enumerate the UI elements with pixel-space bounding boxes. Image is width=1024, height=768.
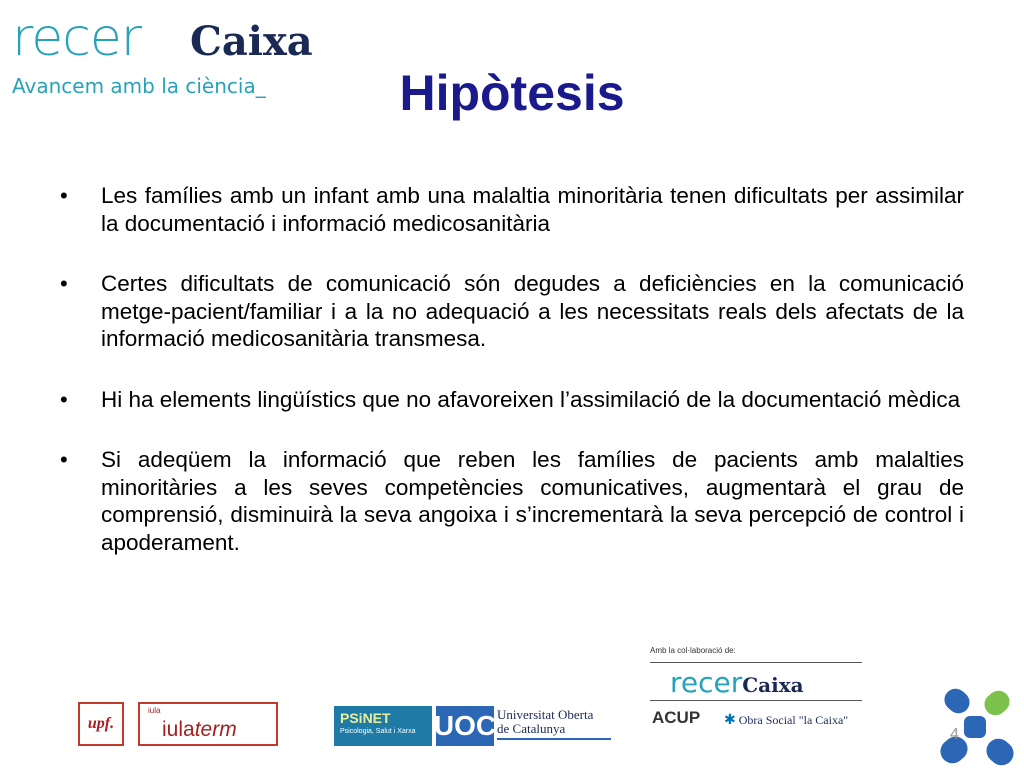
bullet-item	[60, 386, 964, 414]
bullet-dot: •	[60, 183, 68, 208]
network-logo-shape	[936, 686, 1019, 768]
logo-recer-text: recer	[12, 8, 142, 68]
iula-small-text: iula	[148, 706, 161, 715]
divider	[497, 738, 611, 740]
iulaterm-text	[162, 718, 237, 742]
psinet-name: PSiNET	[340, 710, 391, 726]
uoc-logo-text	[497, 708, 593, 736]
acup-logo: ACUP	[652, 708, 701, 727]
divider	[650, 700, 862, 701]
divider	[650, 662, 862, 663]
logo-caixa-text: Caixa	[190, 18, 313, 65]
iula-part: iula	[162, 718, 195, 741]
bullet-dot: •	[60, 271, 68, 296]
collab-recercaixa-logo	[670, 666, 804, 699]
collab-recer-text: recer	[670, 666, 743, 699]
bullet-item	[60, 446, 964, 556]
logo-tagline: Avancem amb la ciència_	[12, 74, 266, 98]
bullet-dot: •	[60, 386, 68, 412]
bullet-text: Si adeqüem la informació que reben les famílies de pacients amb malalties minoritàries a les seves competències comunicatives, augmentarà el grau de comprensió, disminuirà la seva angoixa i s’incrementarà la seva percepció de control i apoderament.	[101, 447, 964, 555]
uoc-logo-mark: UOC	[436, 706, 494, 746]
collab-label: Amb la col·laboració de:	[650, 646, 736, 655]
psinet-logo	[334, 706, 432, 746]
obra-social-text: Obra Social "la Caixa"	[738, 713, 849, 727]
bullet-item	[60, 182, 964, 237]
slide-title: Hipòtesis	[399, 65, 625, 121]
page-number: 4	[950, 726, 959, 743]
bullet-item	[60, 270, 964, 353]
network-logo-icon	[930, 686, 1024, 768]
obra-social-logo	[724, 712, 848, 729]
bullet-text: Certes dificultats de comunicació són degudes a deficiències en la comunicació metge-pacient/familiar i a la no adequació a les necessitats reals dels afectats de la informació medicosanitària transmesa.	[101, 271, 964, 351]
bullet-dot: •	[60, 447, 68, 472]
obra-social-star-icon: ✱	[724, 713, 736, 728]
upf-logo-text: upf.	[87, 715, 115, 732]
uoc-line-2: de Catalunya	[497, 721, 566, 736]
term-part: term	[194, 718, 237, 741]
iulaterm-logo	[138, 702, 278, 746]
upf-logo	[78, 702, 124, 746]
bullet-text: Les famílies amb un infant amb una malaltia minoritària tenen dificultats per assimilar la documentació i informació medicosanitària	[101, 183, 964, 236]
bullet-text: Hi ha elements lingüístics que no afavoreixen l’assimilació de la documentació mèdica	[101, 386, 961, 412]
psinet-subtitle: Psicologia, Salut i Xarxa	[340, 728, 416, 735]
collab-caixa-text: Caixa	[742, 673, 804, 697]
collaboration-block	[650, 646, 864, 738]
uoc-line-1: Universitat Oberta	[497, 707, 594, 722]
bullet-list	[60, 182, 964, 589]
